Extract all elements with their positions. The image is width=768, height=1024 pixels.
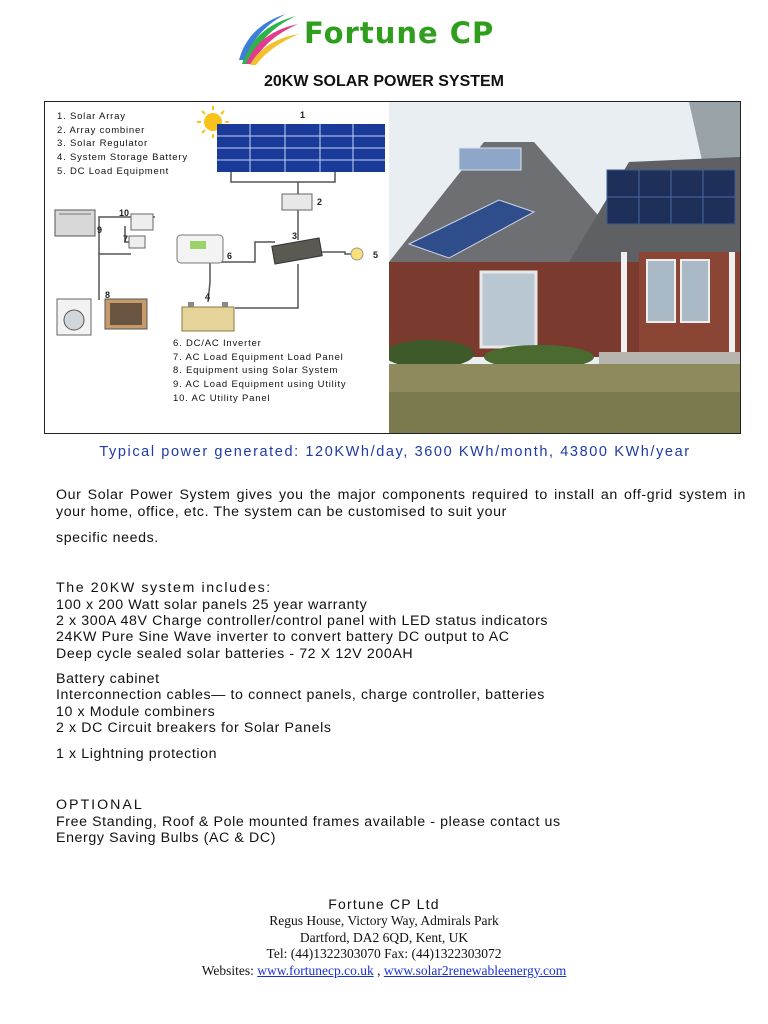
- includes-item: 2 x DC Circuit breakers for Solar Panels: [56, 720, 332, 736]
- page-title: 20KW SOLAR POWER SYSTEM: [263, 73, 505, 90]
- legend-item: 7. AC Load Equipment Load Panel: [173, 351, 344, 363]
- includes-heading: The 20KW system includes:: [56, 580, 272, 596]
- includes-item: Deep cycle sealed solar batteries - 72 X 12V 200AH: [56, 646, 414, 662]
- includes-item: Battery cabinet: [56, 671, 160, 687]
- legend-item: 8. Equipment using Solar System: [173, 365, 339, 377]
- legend-item: 6. DC/AC Inverter: [173, 338, 262, 349]
- optional-heading: OPTIONAL: [56, 797, 144, 813]
- solar-array-icon: [217, 124, 385, 172]
- marker-10: 10: [119, 208, 130, 218]
- marker-2: 2: [317, 197, 323, 207]
- system-figure: [44, 101, 741, 434]
- website-link-fortunecp[interactable]: www.fortunecp.co.uk: [257, 962, 374, 978]
- includes-item: 10 x Module combiners: [56, 704, 216, 720]
- air-conditioner-icon: [55, 210, 95, 236]
- phone-fax: Tel: (44)1322303070 Fax: (44)1322303072: [266, 946, 502, 961]
- marker-3: 3: [292, 231, 298, 241]
- logo-swoosh-icon: [236, 12, 300, 66]
- address-line: Dartford, DA2 6QD, Kent, UK: [299, 929, 469, 945]
- optional-item: Energy Saving Bulbs (AC & DC): [56, 830, 277, 846]
- legend-item: 9. AC Load Equipment using Utility: [173, 379, 347, 391]
- intro-paragraph-end: specific needs.: [56, 530, 159, 546]
- marker-8: 8: [105, 290, 111, 300]
- footer: [0, 896, 768, 979]
- includes-item: Interconnection cables— to connect panels, charge controller, batteries: [56, 687, 545, 703]
- legend-item: 10. AC Utility Panel: [173, 392, 271, 404]
- washing-machine-icon: [57, 299, 91, 335]
- includes-item: 1 x Lightning protection: [56, 746, 218, 762]
- legend-bottom: [173, 337, 346, 406]
- marker-4: 4: [205, 292, 211, 302]
- websites-line: [0, 963, 768, 980]
- inverter-icon: [177, 235, 223, 263]
- address-line: Regus House, Victory Way, Admirals Park: [269, 913, 499, 928]
- separator: ,: [377, 962, 381, 978]
- battery-icon: [182, 302, 234, 331]
- legend-item: 5. DC Load Equipment: [57, 165, 170, 177]
- solar-regulator-icon: [272, 238, 322, 264]
- system-diagram: [45, 102, 389, 433]
- website-link-solar2renewable[interactable]: www.solar2renewableenergy.com: [383, 962, 567, 978]
- includes-item: 24KW Pure Sine Wave inverter to convert battery DC output to AC: [56, 629, 510, 645]
- optional-item: Free Standing, Roof & Pole mounted frames available - please contact us: [56, 814, 561, 830]
- legend-item: 4. System Storage Battery: [57, 152, 188, 164]
- utility-panel-icon: [129, 214, 153, 248]
- legend-item: 3. Solar Regulator: [57, 138, 148, 150]
- includes-item: 100 x 200 Watt solar panels 25 year warranty: [56, 597, 368, 613]
- marker-5: 5: [373, 250, 379, 260]
- includes-item: 2 x 300A 48V Charge controller/control panel with LED status indicators: [56, 613, 549, 629]
- television-icon: [105, 299, 147, 329]
- marker-1: 1: [300, 110, 306, 120]
- intro-paragraph: Our Solar Power System gives you the major components required to install an off-grid system in your home, office, etc. The system can be customised to suit your: [56, 487, 746, 520]
- company-name: Fortune CP Ltd: [328, 896, 440, 912]
- legend-item: 2. Array combiner: [57, 124, 146, 136]
- marker-6: 6: [227, 251, 233, 261]
- websites-label: Websites:: [201, 962, 254, 978]
- house-photo: [389, 102, 740, 433]
- marker-7: 7: [123, 234, 129, 244]
- legend-top: [57, 110, 188, 179]
- power-generated-text: Typical power generated: 120KWh/day, 3600 KWh/month, 43800 KWh/year: [99, 444, 691, 460]
- marker-9: 9: [97, 225, 103, 235]
- brand-name: Fortune CP: [304, 16, 495, 50]
- array-combiner-icon: [282, 194, 312, 210]
- bulb-icon: [351, 248, 363, 260]
- legend-item: 1. Solar Array: [57, 111, 126, 122]
